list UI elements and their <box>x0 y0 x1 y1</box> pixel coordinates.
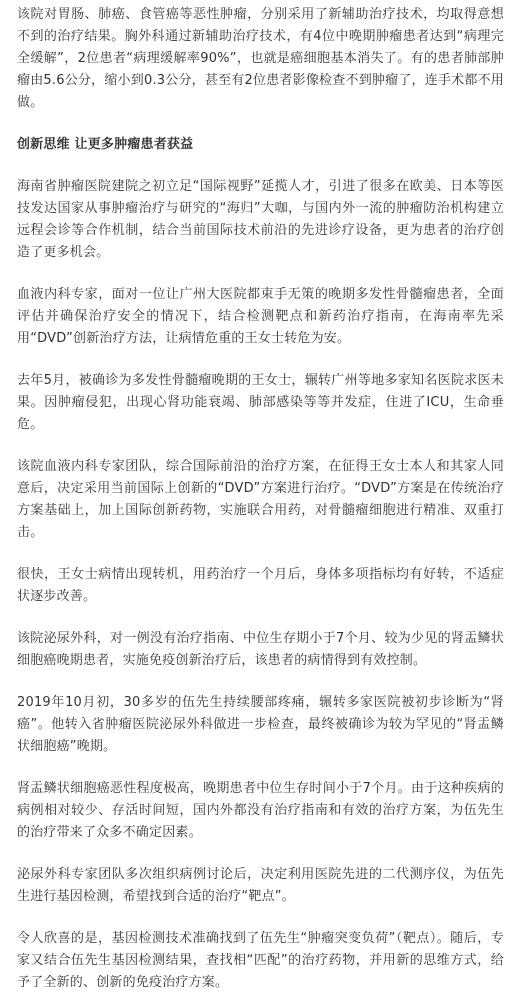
paragraph-hematology-case: 血液内科专家，面对一位让广州大医院都束手无策的晚期多发性骨髓瘤患者，全面评估并确保治疗安全的情况下，结合检测靶点和新药治疗指南，在海南率先采用“DVD”创新治疗方法，让病情危重的王女士转危为安。 <box>17 287 504 346</box>
paragraph-urology-case: 该院泌尿外科，对一例没有治疗指南、中位生存期小于7个月、较为少见的肾盂鳞状细胞癌晚期患者，实施免疫创新治疗后，该患者的病情得到有效控制。 <box>17 631 504 668</box>
paragraph-surgery-results: 该院对胃肠、肺癌、食管癌等恶性肿瘤，分别采用了新辅助治疗技术，均取得意想不到的治疗结果。胸外科通过新辅助治疗技术，有4位中晚期肿瘤患者达到“病理完全缓解”，2位患者“病理缓解率90%”，也就是癌细胞基本消失了。有的患者肺部肿瘤由5.6公分，缩小到0.3公分，甚至有2位患者影像检查不到肿瘤了，连手术都不用做。 <box>17 7 504 110</box>
paragraph-recovery: 很快，王女士病情出现转机，用药治疗一个月后，身体多项指标均有好转，不适症状逐步改善。 <box>17 567 504 604</box>
paragraph-gene-testing: 泌尿外科专家团队多次组织病例讨论后，决定利用医院先进的二代测序仪，为伍先生进行基因检测，希望找到合适的治疗“靶点”。 <box>17 867 504 904</box>
paragraph-hospital-intro: 海南省肿瘤医院建院之初立足“国际视野”延揽人才，引进了很多在欧美、日本等医技发达国家从事肿瘤治疗与研究的“海归”大咖，与国内外一流的肿瘤防治机构建立远程会诊等合作机制，结合当前国际技术前沿的先进诊疗设备，更为患者的治疗创造了更多机会。 <box>17 179 504 260</box>
paragraph-diagnosis: 2019年10月初，30多岁的伍先生持续腰部疼痛，辗转多家医院被初步诊断为“肾癌”。他转入省肿瘤医院泌尿外科做进一步检查，最终被确诊为较为罕见的“肾盂鳞状细胞癌”晚期。 <box>17 695 504 754</box>
paragraph-patient-history: 去年5月，被确诊为多发性骨髓瘤晚期的王女士，辗转广州等地多家知名医院求医未果。因肿瘤侵犯，出现心肾功能衰竭、肺部感染等等并发症，住进了ICU，生命垂危。 <box>17 373 504 432</box>
paragraph-dvd-treatment: 该院血液内科专家团队，综合国际前沿的治疗方案，在征得王女士本人和其家人同意后，决定采用当前国际上创新的“DVD”方案进行治疗。“DVD”方案是在传统治疗方案基础上，加上国际创新药物，实施联合用药，对骨髓瘤细胞进行精准、双重打击。 <box>17 459 504 540</box>
section-heading: 创新思维 让更多肿瘤患者获益 <box>17 137 194 152</box>
paragraph-disease-info: 肾盂鳞状细胞癌恶性程度极高，晚期患者中位生存时间小于7个月。由于这种疾病的病例相对较少、存活时间短，国内外都没有治疗指南和有效的治疗方案，为伍先生的治疗带来了众多不确定因素。 <box>17 781 504 840</box>
paragraph-target-found: 令人欣喜的是，基因检测技术准确找到了伍先生“肿瘤突变负荷”（靶点）。随后，专家又结合伍先生基因检测结果，查找相“匹配”的治疗药物，并用新的思维方式，给予了全新的、创新的免疫治疗方案。 <box>17 931 504 990</box>
